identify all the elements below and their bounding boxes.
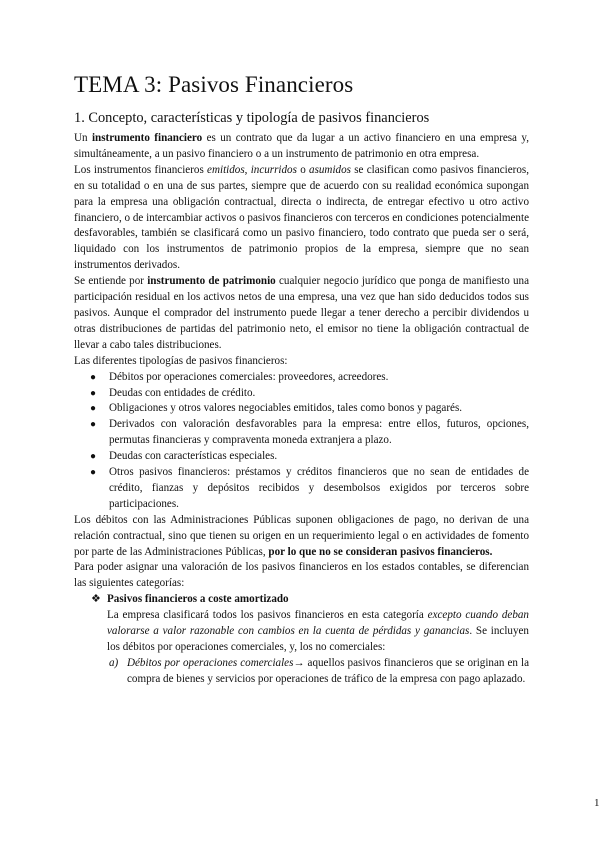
bullet-icon: ●: [90, 387, 97, 399]
section-heading: 1. Concepto, características y tipología de pasivos financieros: [74, 110, 430, 126]
list-item: ● Derivados con valoración desfavorables para la empresa: entre ellos, futuros, opciones, permutas financieras y compraventa moneda extranjera a plazo.: [90, 418, 529, 447]
bullet-icon: ●: [90, 403, 97, 415]
bullet-icon: ●: [90, 451, 97, 463]
item-label: a): [109, 656, 119, 669]
list-item: a) Débitos por operaciones comerciales→ aquellos pasivos financieros que se originan en la compra de bienes y servicios por operaciones de tráfico de la empresa con pago aplazado.: [109, 656, 529, 685]
page-title: TEMA 3: Pasivos Financieros: [74, 72, 354, 97]
alpha-list: [74, 656, 529, 688]
document-body: [74, 131, 529, 688]
list-item: ● Débitos por operaciones comerciales: proveedores, acreedores.: [74, 370, 529, 386]
paragraph-categorias-intro: Para poder asignar una valoración de los pasivos financieros en los estados contables, se diferencian las siguientes categorías:: [74, 561, 529, 590]
bullet-icon: ●: [90, 371, 97, 383]
list-item: ● Deudas con características especiales.: [74, 449, 529, 465]
bullet-icon: ●: [90, 467, 97, 479]
paragraph-administraciones: Los débitos con las Administraciones Públicas suponen obligaciones de pago, no derivan de una relación contractual, sino que tienen su origen en un requerimiento legal o en actividades de fomento por parte de las Administraciones Públicas, por lo que no se consideran pasivos financieros.: [74, 513, 529, 558]
paragraph-coste-amortizado: La empresa clasificará todos los pasivos financieros en esta categoría excepto cuando deban valorarse a valor razonable con cambios en la cuenta de pérdidas y ganancias. Se incluyen los débitos por operaciones comerciales, y, los no comerciales:: [107, 609, 529, 653]
page-number: 1: [594, 797, 600, 809]
subsection-heading: ❖ Pasivos financieros a coste amortizado: [74, 592, 529, 608]
paragraph-instrumento-patrimonio: Se entiende por instrumento de patrimonio cualquier negocio jurídico que ponga de manifiesto una participación residual en los activos netos de una empresa, una vez que han sido deducidos todos sus pasivos. Aunque el comprador del instrumento puede llegar a tener derecho a percibir dividendos u otras distribuciones de partidas del patrimonio neto, el emisor no tiene la obligación contractual de llevar a cabo tales distribuciones.: [74, 275, 530, 351]
tipologias-list: [74, 370, 529, 513]
diamond-bullet-icon: ❖: [91, 593, 101, 606]
list-item: ● Otros pasivos financieros: préstamos y créditos financieros que no sean de entidades de crédito, fianzas y depósitos recibidos y desembolsos exigidos por terceros sobre participaciones.: [90, 466, 529, 510]
term-instrumento-patrimonio: instrumento de patrimonio: [147, 275, 276, 288]
paragraph-clasificacion: Los instrumentos financieros emitidos, incurridos o asumidos se clasifican como pasivos financieros, en su totalidad o en una de sus partes, siempre que de acuerdo con su realidad económica supongan para la empresa una obligación contractual, directa o indirecta, de entregar efectivo u otro activo financiero, o de intercambiar activos o pasivos financieros con terceros en condiciones potencialmente desfavorables, también se clasificará como un pasivo financiero, todo contrato que pueda ser o será, liquidado con los instrumentos de patrimonio propios de la empresa, siempre que no sean instrumentos derivados.: [74, 163, 530, 272]
arrow-icon: →: [293, 656, 305, 669]
bullet-icon: ●: [90, 419, 97, 431]
term-instrumento-financiero: instrumento financiero: [91, 132, 203, 144]
list-item: ● Obligaciones y otros valores negociables emitidos, tales como bonos y pagarés.: [74, 401, 529, 417]
paragraph-instrumento-financiero: Un instrumento financiero es un contrato que da lugar a un activo financiero en una empresa y, simultáneamente, a un pasivo financiero o a un instrumento de patrimonio en otra empresa.: [74, 132, 529, 160]
list-item: ● Deudas con entidades de crédito.: [74, 386, 529, 402]
paragraph-tipologias-intro: Las diferentes tipologías de pasivos financieros:: [74, 354, 288, 367]
